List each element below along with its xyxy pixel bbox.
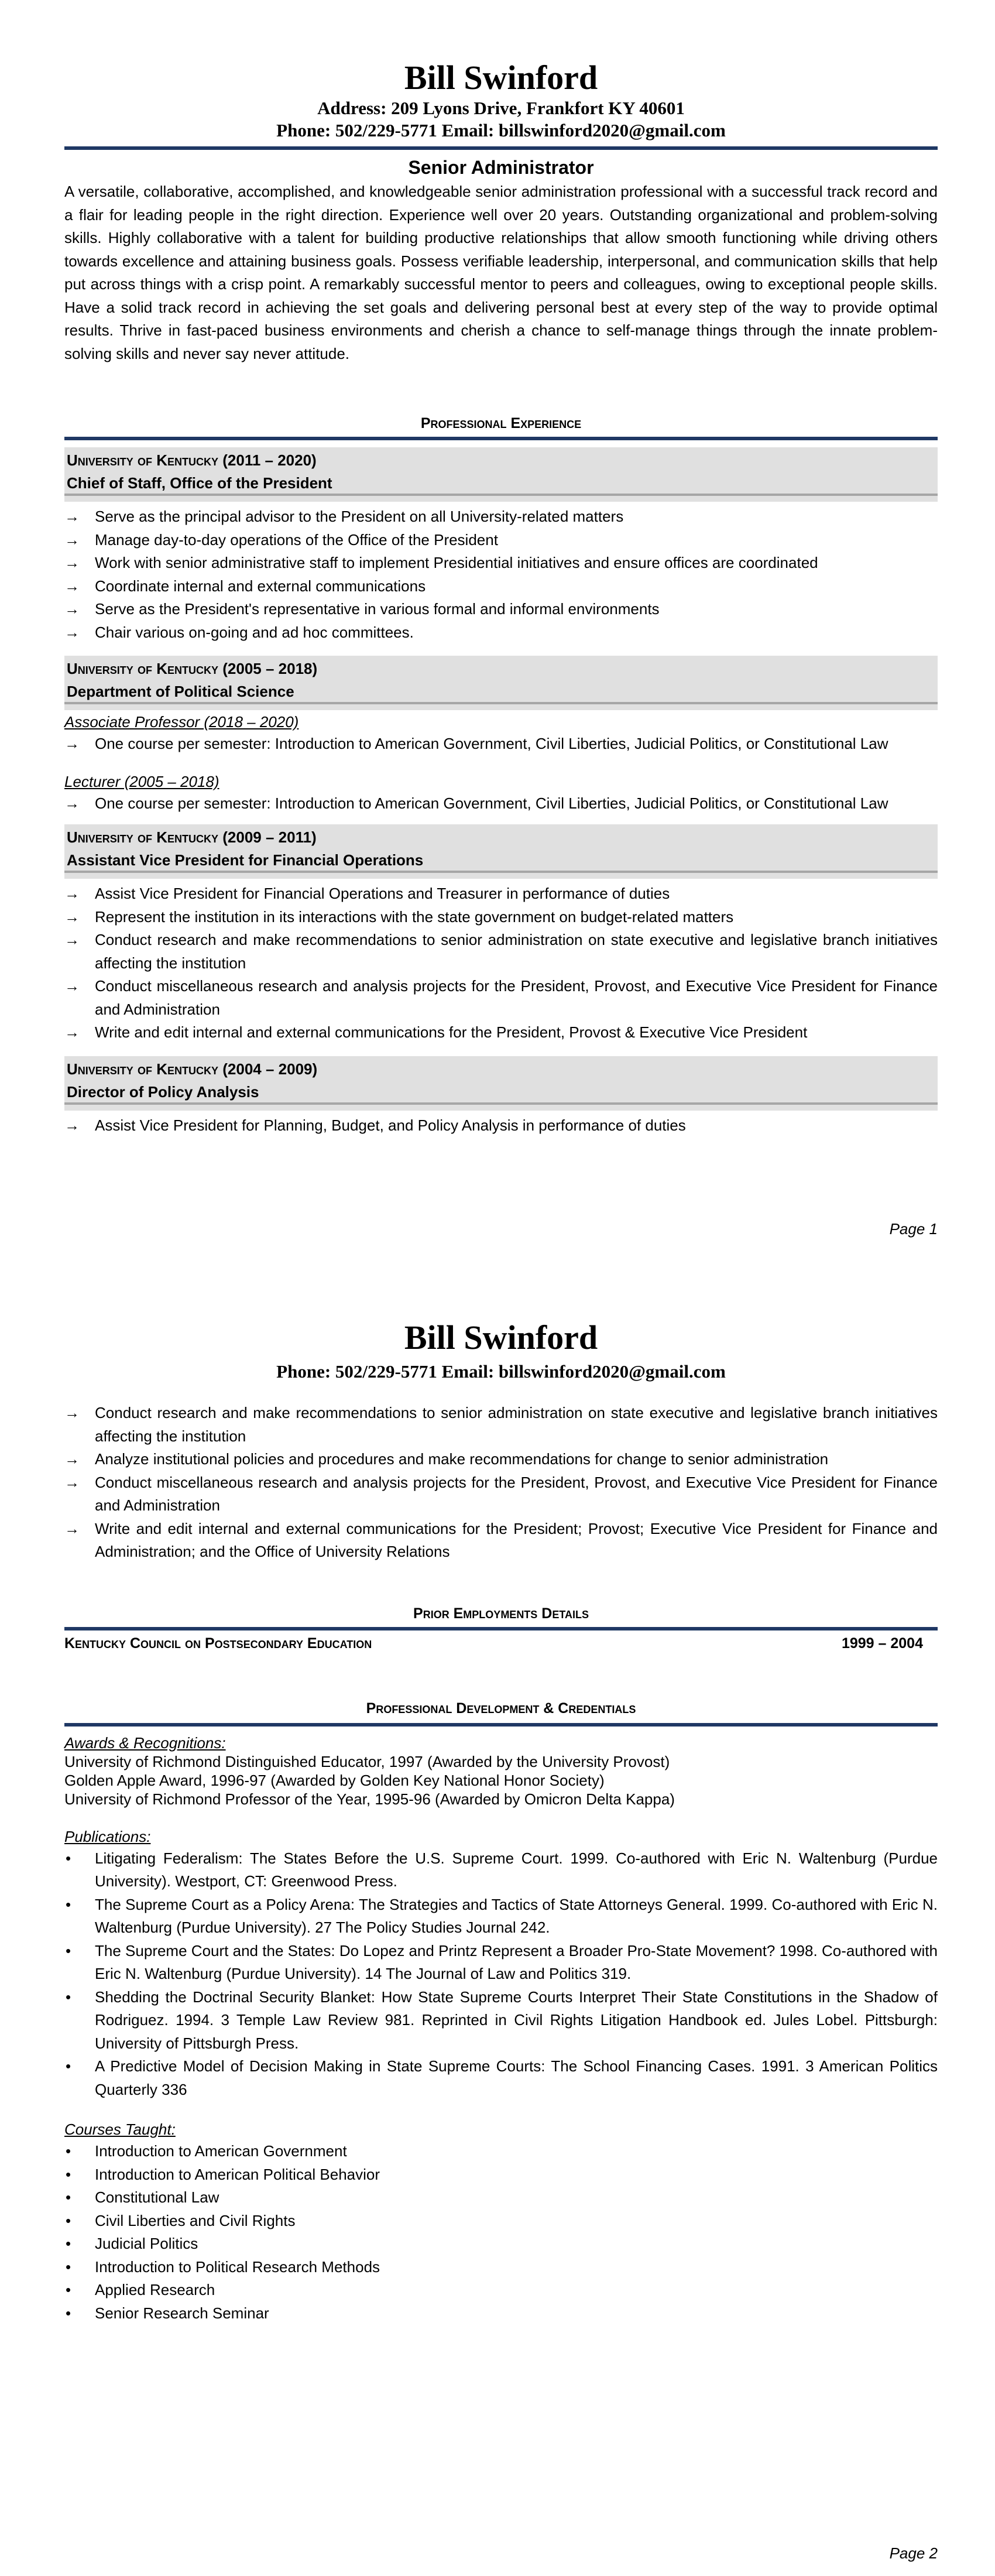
list-item-text: Analyze institutional policies and procedures and make recommendations for change to senior administration: [95, 1450, 829, 1468]
job-header-rule: [64, 1102, 938, 1105]
award-item: University of Richmond Distinguished Educator, 1997 (Awarded by the University Provost): [64, 1752, 670, 1770]
course-item-text: Applied Research: [95, 2281, 215, 2298]
prior-years: 1999 – 2004: [841, 1635, 923, 1652]
job-title: Senior Administrator: [408, 157, 594, 178]
summary-paragraph: A versatile, collaborative, accomplished, and knowledgeable senior administration professional with a successful track record and a flair for leading people in the right direction. Experience well over 20 years. Outstanding organizational and problem-solving skills. Highly collaborative with a talent for building productive relationships that allow smooth functioning while driving others towards excellence and attaining business goals. Possess verifiable leadership, interpersonal, and communication skills that help put across things with a crisp point. A remarkably successful mentor to peers and colleagues, owing to exceptional people skills. Have a solid track record in achieving the set goals and delivering personal best at every step of the way to provide optimal results. Thrive in fast-paced business environments and cherish a chance to self-manage things through the innate problem-solving skills and never say never attitude.: [64, 183, 938, 362]
list-item: [64, 882, 938, 906]
job-header: [64, 1056, 938, 1111]
bullet-icon: •: [66, 1941, 71, 1960]
arrow-bullet-icon: →: [64, 931, 80, 948]
arrow-bullet-icon: →: [64, 530, 80, 549]
header-rule: [64, 146, 938, 150]
bullet-icon: •: [66, 2057, 71, 2075]
list-item-text: Conduct miscellaneous research and analysis projects for the President, Provost, and Executive Vice President for Finance and Administration: [95, 1473, 938, 1514]
subrole-title: Associate Professor (2018 – 2020): [64, 713, 299, 731]
list-item: [64, 529, 938, 552]
job-header-rule: [64, 702, 938, 704]
page-number: Page 2: [889, 2544, 938, 2562]
award-item: University of Richmond Professor of the Year, 1995-96 (Awarded by Omicron Delta Kappa): [64, 1790, 675, 1808]
list-item: [64, 732, 938, 756]
bullet-icon: •: [66, 2304, 71, 2322]
list-item-text: Coordinate internal and external communications: [95, 577, 426, 595]
section-heading-prior: Prior Employments Details: [413, 1605, 589, 1622]
list-item: [64, 1114, 938, 1138]
arrow-bullet-icon: →: [64, 907, 80, 926]
bullet-icon: •: [66, 2188, 71, 2206]
arrow-bullet-icon: →: [64, 623, 80, 641]
course-item: [64, 2210, 938, 2233]
list-item-text: Work with senior administrative staff to implement Presidential initiatives and ensure offices are coordinated: [95, 554, 818, 571]
course-item-text: Judicial Politics: [95, 2235, 198, 2252]
courses-list: [64, 2140, 938, 2325]
job-header: [64, 656, 938, 710]
job-header-rule: [64, 871, 938, 873]
resume-page-1: [64, 0, 938, 1288]
resume-page-2: [64, 1288, 938, 2576]
list-item-text: Serve as the principal advisor to the President on all University-related matters: [95, 508, 624, 525]
section-rule: [64, 437, 938, 440]
section-rule: [64, 1627, 938, 1630]
publications-label: Publications:: [64, 1827, 151, 1845]
section-rule: [64, 1723, 938, 1727]
list-item: [64, 575, 938, 598]
awards-label: Awards & Recognitions:: [64, 1734, 226, 1752]
bullet-icon: •: [66, 2142, 71, 2160]
publication-item-text: The Supreme Court and the States: Do Lopez and Printz Represent a Broader Pro-State Movement? 1998. Co-authored with Eric N. Waltenburg (Purdue University). 14 The Journal of Law and Politics 319.: [95, 1941, 938, 1982]
job-bullets: [64, 792, 938, 816]
job-header: [64, 447, 938, 502]
list-item-text: Serve as the President's representative in various formal and informal environments: [95, 600, 660, 618]
list-item: [64, 598, 938, 621]
job-role: Department of Political Science: [67, 683, 294, 700]
bullet-icon: •: [66, 2258, 71, 2276]
bullet-icon: •: [66, 1895, 71, 1913]
publication-item-text: A Predictive Model of Decision Making in State Supreme Courts: The School Financing Cases. 1991. 3 American Politics Quarterly 336: [95, 2057, 938, 2098]
job-bullets: [64, 882, 938, 1044]
job-bullets: [64, 505, 938, 644]
job-role: Director of Policy Analysis: [67, 1083, 259, 1101]
bullet-icon: •: [66, 1988, 71, 2006]
address-line: Address: 209 Lyons Drive, Frankfort KY 40601: [317, 98, 685, 118]
arrow-bullet-icon: →: [64, 735, 80, 752]
bullet-icon: •: [66, 2281, 71, 2298]
list-item: [64, 975, 938, 1021]
contact-line: Phone: 502/229-5771 Email: billswinford2020@gmail.com: [276, 120, 726, 141]
publication-item: [64, 1940, 938, 1986]
arrow-bullet-icon: →: [64, 554, 80, 571]
course-item: [64, 2279, 938, 2302]
list-item-text: Chair various on-going and ad hoc committees.: [95, 623, 414, 641]
prior-employment-row: [64, 1634, 938, 1653]
course-item: [64, 2140, 938, 2163]
publication-item: [64, 1986, 938, 2056]
job-bullets: [64, 732, 938, 756]
candidate-name: Bill Swinford: [404, 59, 598, 97]
course-item-text: Senior Research Seminar: [95, 2304, 269, 2322]
list-item-text: Conduct miscellaneous research and analysis projects for the President, Provost, and Executive Vice President for Finance and Administration: [95, 977, 938, 1018]
course-item-text: Civil Liberties and Civil Rights: [95, 2211, 296, 2229]
bullet-icon: •: [66, 1849, 71, 1867]
bullet-icon: •: [66, 2235, 71, 2252]
arrow-bullet-icon: →: [64, 1023, 80, 1041]
course-item: [64, 2163, 938, 2187]
job-header-rule: [64, 494, 938, 496]
course-item-text: Introduction to American Government: [95, 2142, 347, 2160]
arrow-bullet-icon: →: [64, 885, 80, 902]
arrow-bullet-icon: →: [64, 1404, 80, 1421]
list-item-text: Assist Vice President for Planning, Budget, and Policy Analysis in performance of duties: [95, 1116, 686, 1134]
publication-item-text: Litigating Federalism: The States Before the U.S. Supreme Court. 1999. Co-authored with Eric N. Waltenburg (Purdue University). Westport, CT: Greenwood Press.: [95, 1849, 938, 1890]
publication-item-text: The Supreme Court as a Policy Arena: The Strategies and Tactics of State Attorneys General. 1999. Co-authored with Eric N. Waltenburg (Purdue University). 27 The Policy Studies Journal 242.: [95, 1895, 938, 1936]
job-org: University of Kentucky (2011 – 2020): [67, 451, 317, 469]
publications-list: [64, 1847, 938, 2102]
awards-list: [64, 1752, 938, 1808]
course-item: [64, 2186, 938, 2210]
list-item-text: Write and edit internal and external communications for the President; Provost; Executive Vice President for Finance and Administration; and the Office of University Relations: [95, 1519, 938, 1560]
prior-org: Kentucky Council on Postsecondary Education: [64, 1635, 372, 1652]
publication-item: [64, 2055, 938, 2101]
list-item-text: Represent the institution in its interactions with the state government on budget-related matters: [95, 907, 734, 926]
list-item-text: Assist Vice President for Financial Operations and Treasurer in performance of duties: [95, 885, 670, 902]
list-item: [64, 1021, 938, 1044]
publication-item: [64, 1847, 938, 1893]
course-item-text: Introduction to American Political Behavior: [95, 2165, 380, 2183]
arrow-bullet-icon: →: [64, 977, 80, 995]
bullet-icon: •: [66, 2211, 71, 2229]
job-role: Assistant Vice President for Financial Operations: [67, 851, 424, 869]
job-header: [64, 824, 938, 879]
list-item: [64, 906, 938, 929]
list-item: [64, 505, 938, 529]
candidate-name: Bill Swinford: [404, 1318, 598, 1356]
courses-label: Courses Taught:: [64, 2121, 176, 2138]
list-item: [64, 1448, 938, 1471]
list-item: [64, 929, 938, 975]
page-number: Page 1: [889, 1220, 938, 1238]
list-item-text: Manage day-to-day operations of the Office of the President: [95, 530, 498, 549]
arrow-bullet-icon: →: [64, 508, 80, 525]
list-item-text: Write and edit internal and external communications for the President, Provost & Executive Vice President: [95, 1023, 808, 1041]
job-org: University of Kentucky (2009 – 2011): [67, 828, 317, 846]
publication-item: [64, 1893, 938, 1940]
list-item: [64, 621, 938, 645]
arrow-bullet-icon: →: [64, 577, 80, 595]
publication-item-text: Shedding the Doctrinal Security Blanket: How State Supreme Courts Interpret Their State Constitutions in the Shadow of Rodriguez. 1994. 3 Temple Law Review 981. Reprinted in Civil Rights Litigation Handbook ed. Jules Lobel. Pittsburgh: University of Pittsburgh Press.: [95, 1988, 938, 2052]
subrole-title: Lecturer (2005 – 2018): [64, 772, 219, 790]
list-item: [64, 792, 938, 816]
list-item: [64, 1402, 938, 1448]
arrow-bullet-icon: →: [64, 1473, 80, 1491]
arrow-bullet-icon: →: [64, 600, 80, 618]
list-item-text: Conduct research and make recommendations to senior administration on state executive and legislative branch initiatives affecting the institution: [95, 1404, 938, 1445]
course-item: [64, 2302, 938, 2325]
list-item: [64, 1471, 938, 1517]
arrow-bullet-icon: →: [64, 1116, 80, 1134]
list-item-text: One course per semester: Introduction to American Government, Civil Liberties, Judicial Politics, or Constitutional Law: [95, 735, 888, 752]
job-org: University of Kentucky (2004 – 2009): [67, 1060, 318, 1078]
course-item-text: Constitutional Law: [95, 2188, 219, 2206]
award-item: Golden Apple Award, 1996-97 (Awarded by Golden Key National Honor Society): [64, 1771, 605, 1789]
course-item: [64, 2232, 938, 2256]
list-item-text: One course per semester: Introduction to American Government, Civil Liberties, Judicial Politics, or Constitutional Law: [95, 794, 888, 812]
list-item-text: Conduct research and make recommendations to senior administration on state executive and legislative branch initiatives affecting the institution: [95, 931, 938, 972]
contact-line: Phone: 502/229-5771 Email: billswinford2020@gmail.com: [276, 1361, 726, 1382]
job-bullets: [64, 1114, 938, 1138]
arrow-bullet-icon: →: [64, 1450, 80, 1468]
job-role: Chief of Staff, Office of the President: [67, 474, 332, 492]
list-item: [64, 551, 938, 575]
bullet-icon: •: [66, 2165, 71, 2183]
job-bullets-continued: [64, 1402, 938, 1564]
arrow-bullet-icon: →: [64, 1519, 80, 1537]
section-heading-development: Professional Development & Credentials: [366, 1700, 636, 1717]
section-heading-experience: Professional Experience: [420, 415, 582, 431]
course-item: [64, 2256, 938, 2279]
arrow-bullet-icon: →: [64, 794, 80, 812]
job-org: University of Kentucky (2005 – 2018): [67, 660, 318, 677]
list-item: [64, 1517, 938, 1564]
course-item-text: Introduction to Political Research Methods: [95, 2258, 380, 2276]
